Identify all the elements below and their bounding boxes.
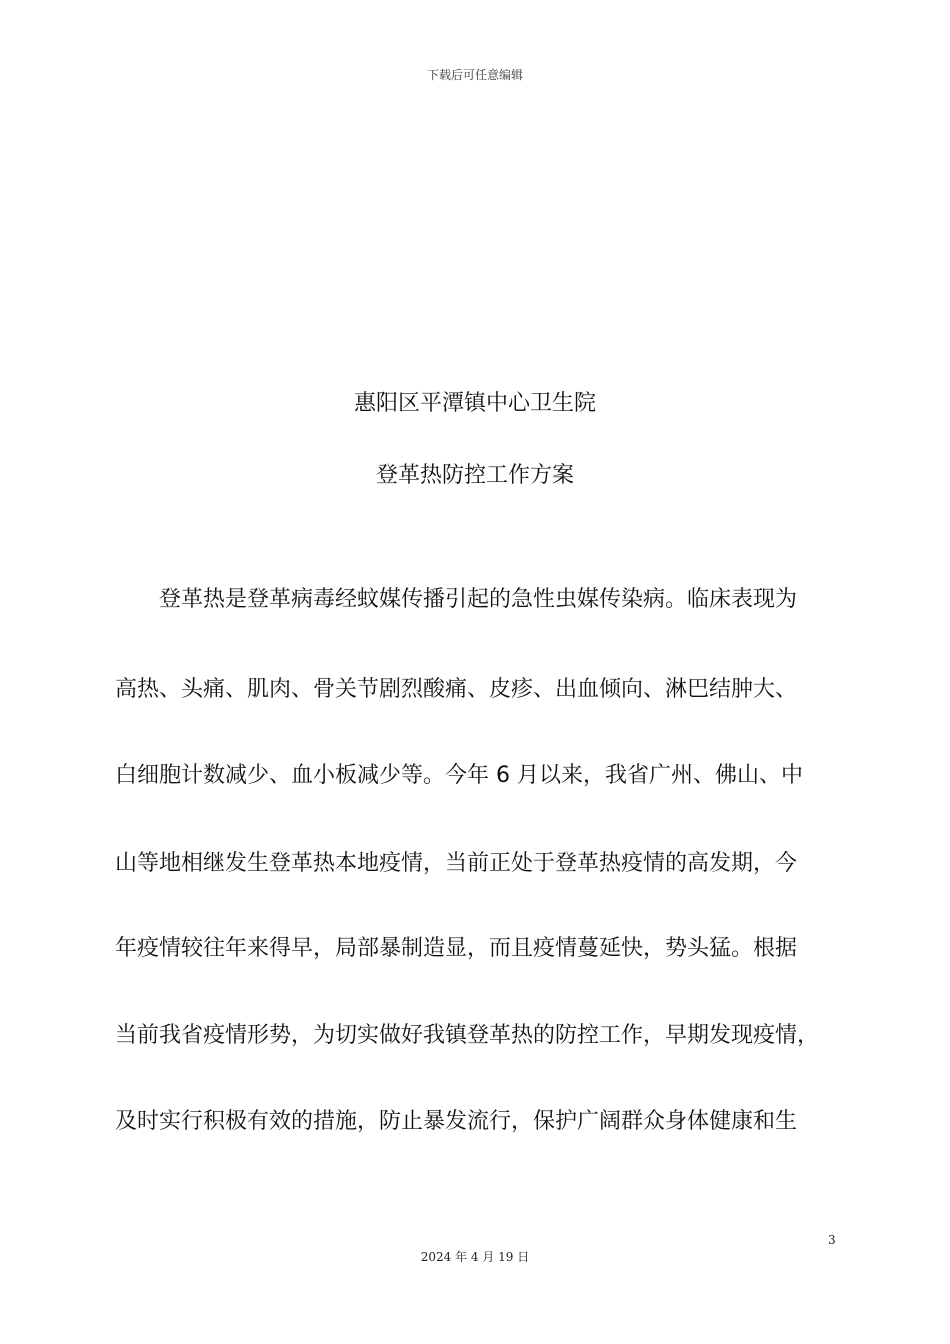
page-footer-date: 2024 年 4 月 19 日 [420,1250,530,1264]
page-number: 3 [828,1233,836,1247]
body-line: 及时实行积极有效的措施，防止暴发流行，保护广阔群众身体健康和生 [115,1109,798,1134]
body-line: 登革热是登革病毒经蚊媒传播引起的急性虫媒传染病。临床表现为 [115,587,798,612]
page-header: 下载后可任意编辑 [426,68,523,82]
document-title-organization: 惠阳区平潭镇中心卫生院 [353,391,596,416]
document-title-plan: 登革热防控工作方案 [375,463,574,488]
body-line: 山等地相继发生登革热本地疫情，当前正处于登革热疫情的高发期，今 [115,851,798,876]
body-line: 白细胞计数减少、血小板减少等。今年 6 月以来，我省广州、佛山、中 [115,763,803,788]
body-line: 年疫情较往年来得早，局部暴制造显，而且疫情蔓延快，势头猛。根据 [115,936,798,961]
body-line: 高热、头痛、肌肉、骨关节剧烈酸痛、皮疹、出血倾向、淋巴结肿大、 [115,677,798,702]
body-line: 当前我省疫情形势，为切实做好我镇登革热的防控工作，早期发现疫情， [115,1023,820,1048]
